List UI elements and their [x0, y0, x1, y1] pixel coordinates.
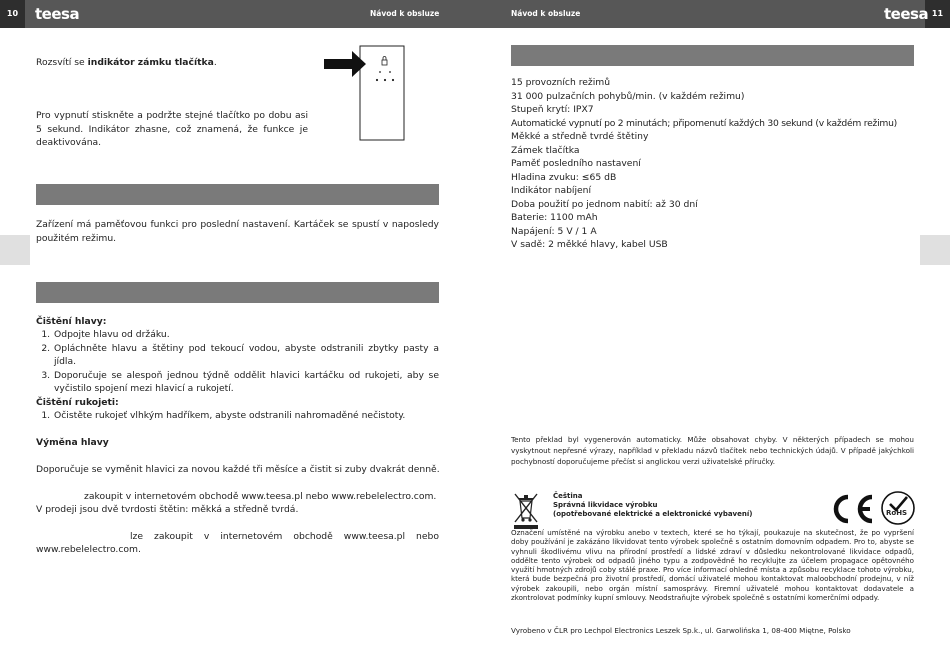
disposal-lang: Čeština — [553, 492, 583, 500]
spec-item: Paměť posledního nastavení — [511, 158, 641, 169]
disposal-title2: (opotřebované elektrické a elektronické vybavení) — [553, 510, 753, 518]
list-item: 3. Doporučuje se alespoň jednou týdně oddělit hlavici kartáčku od rukojeti, aby se vyčistilo spojení mezi hlavicí a rukojetí. — [53, 369, 439, 396]
memory-text: Zařízení má paměťovou funkci pro poslední nastavení. Kartáček se spustí v naposledy použitém režimu. — [36, 219, 439, 244]
section-bar-specs — [511, 45, 914, 66]
head-replace-text: Doporučuje se vyměnit hlavici za novou každé tři měsíce a čistit si zuby dvakrát denně. — [36, 464, 440, 475]
buy-heads-text: zakoupit v internetovém obchodě www.teesa.pl nebo www.rebelelectro.com. — [84, 491, 437, 502]
spec-item: Indikátor nabíjení — [511, 185, 592, 196]
handle-cleaning-list — [36, 409, 439, 423]
spec-item: Stupeň krytí: IPX7 — [511, 104, 594, 115]
side-tab-left — [0, 235, 30, 265]
rohs-label: RoHS — [886, 509, 908, 517]
spec-item: Napájení: 5 V / 1 A — [511, 225, 597, 237]
specs-list — [511, 76, 916, 252]
spec-item: Hladina zvuku: ≤65 dB — [511, 171, 617, 183]
translation-note: Tento překlad byl vygenerován automaticky. Může obsahovat chyby. V některých případech se mohou vyskytnout nepřesné výrazy, například v překladu názvů tlačítek nebo technických údajů. V případě jakýchkoli pochybností doporučujeme přečíst si anglickou verzi uživatelské příručky. — [511, 435, 914, 466]
side-tab-right — [920, 235, 950, 265]
head-replace-title: Výměna hlavy — [36, 437, 109, 448]
section-bar-cleaning — [36, 282, 439, 303]
buy-other-text: lze zakoupit v internetovém obchodě www.teesa.pl nebo — [130, 531, 439, 542]
section-bar-memory — [36, 184, 439, 205]
disposal-text: Označení umístěné na výrobku anebo v textech, které se ho týkají, poukazuje na skutečnost, že po vypršení doby používání je zakázáno likvidovat tento výrobek společně s ostatním domovním odpadem. Pro to, abyste se vyhnuli škodlivému vlivu na přírodní prostředí a lidské zdraví v důsledku nekontrolované likvidace odpadů, oddělte tento výrobek od odpadů jiného typu a zodpovědně ho recyklujte za účelem propagace opětovného využití hmotných zdrojů coby stálé praxe. Pro více informací ohledně místa a způsobu recyklace tohoto výrobku, která bude bezpečná pro životní prostředí, domácí uživatelé mohou kontaktovat maloobchodní prodejnu, v níž výrobek zakoupili, nebo orgán místní samosprávy. Firemní uživatelé mohou kontaktovat dodavatele a zkontrolovat podmínky kupní smlouvy. Neodstraňujte výrobek společně s ostatními komerčními odpady. — [511, 528, 914, 603]
head-cleaning-title: Čištění hlavy: — [36, 316, 107, 327]
teesa-logo-left: teesa — [35, 5, 80, 23]
indicator-dots — [376, 71, 394, 81]
ce-mark-icon — [826, 491, 876, 527]
toothbrush-illustration — [322, 42, 422, 144]
lock-icon — [382, 57, 387, 66]
spec-item: Automatické vypnutí po 2 minutách; připomenutí každých 30 sekund (v každém režimu) — [511, 117, 897, 129]
lock-off-text: Pro vypnutí stiskněte a podržte stejné tlačítko po dobu asi 5 sekund. Indikátor zhasne, což znamená, že funkce je deaktivována. — [36, 110, 308, 148]
teesa-logo-right: teesa — [884, 5, 929, 23]
spec-item: Baterie: 1100 mAh — [511, 212, 598, 223]
lock-indicator-text: Rozsvítí se indikátor zámku tlačítka. — [36, 57, 217, 68]
list-item: 1. Odpojte hlavu od držáku. — [53, 328, 439, 342]
spec-item: Zámek tlačítka — [511, 144, 580, 156]
header-title-left: Návod k obsluze — [370, 9, 440, 18]
head-cleaning-list — [36, 328, 439, 396]
rohs-icon — [880, 490, 916, 526]
handle-cleaning-title: Čištění rukojeti: — [36, 397, 119, 408]
spec-item: V sadě: 2 měkké hlavy, kabel USB — [511, 239, 668, 250]
spec-item: 31 000 pulzačních pohybů/min. (v každém režimu) — [511, 90, 745, 102]
buy-heads-text2: V prodeji jsou dvě tvrdosti štětin: měkká a středně tvrdá. — [36, 504, 299, 515]
list-item: 1. Očistěte rukojeť vlhkým hadříkem, abyste odstranili nahromaděné nečistoty. — [53, 409, 439, 423]
buy-other-text2: www.rebelelectro.com. — [36, 544, 141, 555]
manufacturer-text: Vyrobeno v ČLR pro Lechpol Electronics Leszek Sp.k., ul. Garwolińska 1, 08-400 Miętne, Polsko — [511, 626, 851, 635]
spec-item: 15 provozních režimů — [511, 77, 611, 88]
header-title-right: Návod k obsluze — [511, 9, 581, 18]
spec-item: Doba použití po jednom nabití: až 30 dní — [511, 198, 698, 210]
page-number-right: 11 — [925, 0, 950, 28]
header-bar — [0, 0, 950, 28]
list-item: 2. Opláchněte hlavu a štětiny pod tekoucí vodou, abyste odstranili zbytky pasty a jídla. — [53, 342, 439, 369]
disposal-title1: Správná likvidace výrobku — [553, 501, 658, 509]
spec-item: Měkké a středně tvrdé štětiny — [511, 131, 649, 142]
weee-bin-icon — [511, 491, 541, 531]
page-number-left: 10 — [0, 0, 25, 28]
